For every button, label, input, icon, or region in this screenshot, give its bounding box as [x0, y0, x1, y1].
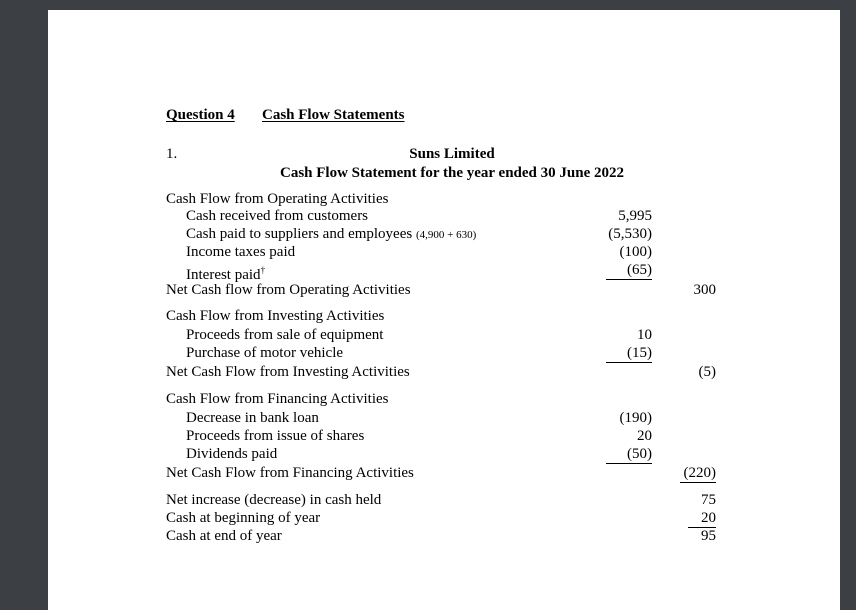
investing-item-label: Proceeds from sale of equipment [186, 327, 384, 343]
summary-amount: 20 [701, 510, 716, 526]
financing-item-label: Decrease in bank loan [186, 410, 319, 426]
subtotal-rule [606, 279, 652, 280]
operating-item-label: Cash paid to suppliers and employees (4,900 + 630) [186, 226, 477, 242]
investing-net-label: Net Cash Flow from Investing Activities [166, 364, 410, 380]
document-page [48, 10, 840, 610]
subtotal-rule [606, 362, 652, 363]
operating-item-amount: (100) [619, 244, 652, 260]
subtotal-rule [606, 463, 652, 464]
operating-item-amount: 5,995 [618, 208, 652, 224]
financing-item-amount: (190) [619, 410, 652, 426]
operating-item-label: Interest paid† [186, 265, 266, 283]
investing-item-amount: (15) [627, 345, 652, 361]
operating-item-label: Cash received from customers [186, 208, 369, 224]
summary-amount: 95 [701, 528, 716, 544]
investing-item-label: Purchase of motor vehicle [186, 345, 344, 361]
statement-title: Cash Flow Statement for the year ended 30 June 2022 [279, 165, 624, 181]
investing-net-amount: (5) [698, 364, 716, 380]
summary-label: Cash at end of year [166, 528, 282, 544]
operating-item-amount: (65) [627, 262, 652, 278]
investing-section-title: Cash Flow from Investing Activities [166, 308, 385, 324]
summary-label: Cash at beginning of year [166, 510, 321, 526]
company-name: Suns Limited [409, 146, 495, 162]
summary-label: Net increase (decrease) in cash held [166, 492, 382, 508]
operating-net-amount: 300 [693, 282, 716, 298]
financing-item-amount: (50) [627, 446, 652, 462]
question-label: Question 4 [166, 107, 235, 123]
operating-item-amount: (5,530) [608, 226, 652, 242]
operating-item-label: Income taxes paid [186, 244, 296, 260]
investing-item-amount: 10 [637, 327, 652, 343]
financing-section-title: Cash Flow from Financing Activities [166, 391, 389, 407]
operating-section-title: Cash Flow from Operating Activities [166, 191, 389, 207]
dagger-footnote-mark: † [260, 265, 266, 275]
financing-item-amount: 20 [637, 428, 652, 444]
total-rule [680, 482, 716, 483]
operating-net-label: Net Cash flow from Operating Activities [166, 282, 411, 298]
question-topic: Cash Flow Statements [262, 107, 405, 123]
operating-item-note: (4,900 + 630) [415, 229, 477, 241]
financing-net-label: Net Cash Flow from Financing Activities [166, 465, 414, 481]
item-number: 1. [166, 146, 178, 162]
financing-net-amount: (220) [683, 465, 716, 481]
summary-amount: 75 [701, 492, 716, 508]
financing-item-label: Dividends paid [186, 446, 278, 462]
financing-item-label: Proceeds from issue of shares [186, 428, 365, 444]
